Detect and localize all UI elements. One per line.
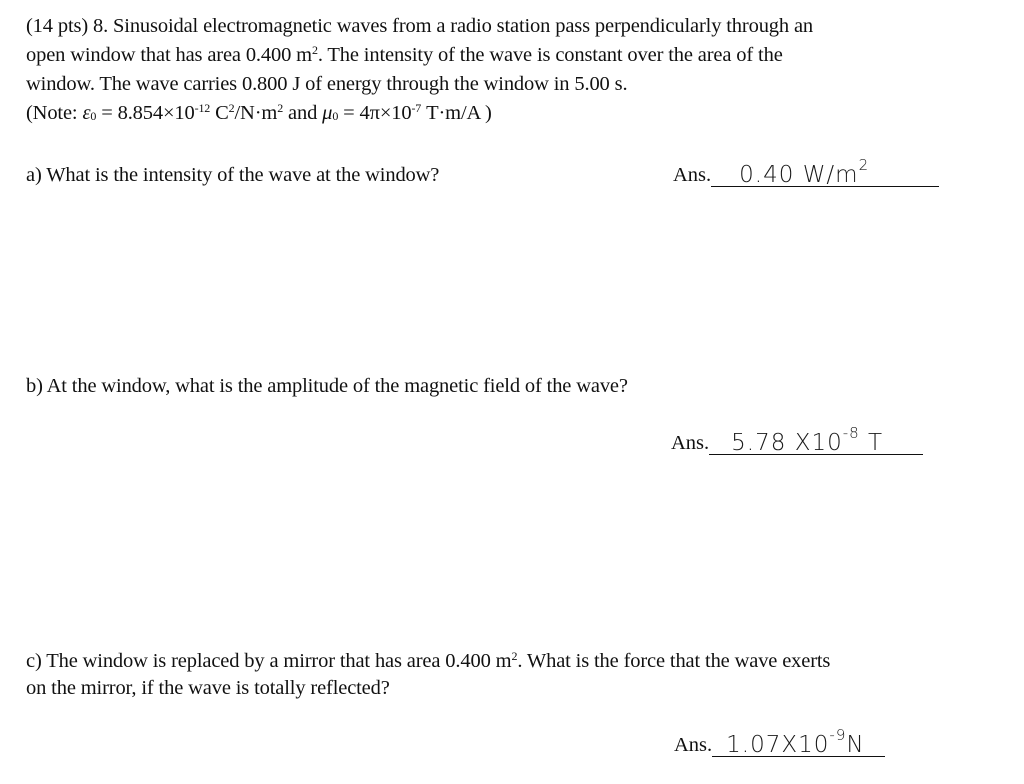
epsilon-units-exp2: 2 — [277, 101, 284, 115]
answer-b-unit: T — [859, 430, 884, 456]
answer-c-blank[interactable] — [712, 726, 885, 758]
question-c-text-a: c) The window is replaced by a mirror that has area 0.400 m — [26, 650, 512, 672]
answer-c-exponent: -9 — [829, 726, 847, 744]
epsilon-units-b: /N·m — [234, 102, 278, 124]
answer-c-label: Ans. — [674, 734, 713, 756]
answer-a-label: Ans. — [673, 164, 712, 186]
question-c-line-1 — [26, 648, 996, 675]
mu-subscript: 0 — [332, 109, 339, 123]
epsilon-units-exp1: 2 — [228, 101, 235, 115]
mu-value: = 4π×10 — [338, 102, 412, 124]
problem-statement — [26, 12, 986, 128]
answer-b-exponent: -8 — [842, 424, 860, 442]
answer-a-blank[interactable] — [711, 156, 939, 188]
answer-a-handwritten — [739, 156, 870, 188]
epsilon-value: = 8.854×10 — [96, 102, 195, 124]
question-a: a) What is the intensity of the wave at the window? — [26, 164, 440, 186]
question-c-exponent: 2 — [511, 649, 518, 663]
problem-line-2-text: open window that has area 0.400 m — [26, 44, 312, 66]
problem-line-2-text-b: . The intensity of the wave is constant over the area of the — [317, 44, 783, 66]
answer-a — [673, 156, 939, 188]
mu-symbol: μ — [322, 102, 333, 124]
answer-c-handwritten — [726, 726, 865, 758]
and-word: and — [283, 102, 323, 124]
problem-line-1: (14 pts) 8. Sinusoidal electromagnetic waves from a radio station pass perpendicularly through an — [26, 15, 814, 37]
epsilon-subscript: 0 — [90, 109, 97, 123]
answer-c-value: 1.07X10 — [726, 732, 830, 758]
mu-units: T·m/A ) — [421, 102, 492, 124]
question-c-text-b: . What is the force that the wave exerts — [517, 650, 831, 672]
epsilon-units: C — [210, 102, 229, 124]
answer-a-value: 0.40 W/m — [739, 162, 859, 188]
mu-exponent: -7 — [411, 101, 422, 115]
problem-line-3: window. The wave carries 0.800 J of energy through the window in 5.00 s. — [26, 73, 628, 95]
question-c-line-2: on the mirror, if the wave is totally reflected? — [26, 677, 390, 699]
answer-b-blank[interactable] — [709, 424, 923, 456]
answer-b-handwritten — [731, 424, 884, 456]
area-exponent: 2 — [311, 43, 318, 57]
answer-c — [674, 726, 885, 758]
note-prefix: (Note: — [26, 102, 83, 124]
epsilon-symbol: ε — [82, 102, 91, 124]
answer-b-value: 5.78 X10 — [731, 430, 843, 456]
constants-note — [26, 99, 986, 128]
answer-c-unit: N — [846, 732, 865, 758]
answer-a-exponent: 2 — [858, 156, 870, 174]
question-c — [26, 648, 996, 702]
problem-line-2 — [26, 41, 986, 70]
answer-b — [671, 424, 923, 456]
question-b: b) At the window, what is the amplitude of the magnetic field of the wave? — [26, 375, 628, 397]
answer-b-label: Ans. — [671, 432, 710, 454]
epsilon-exponent: -12 — [194, 101, 211, 115]
